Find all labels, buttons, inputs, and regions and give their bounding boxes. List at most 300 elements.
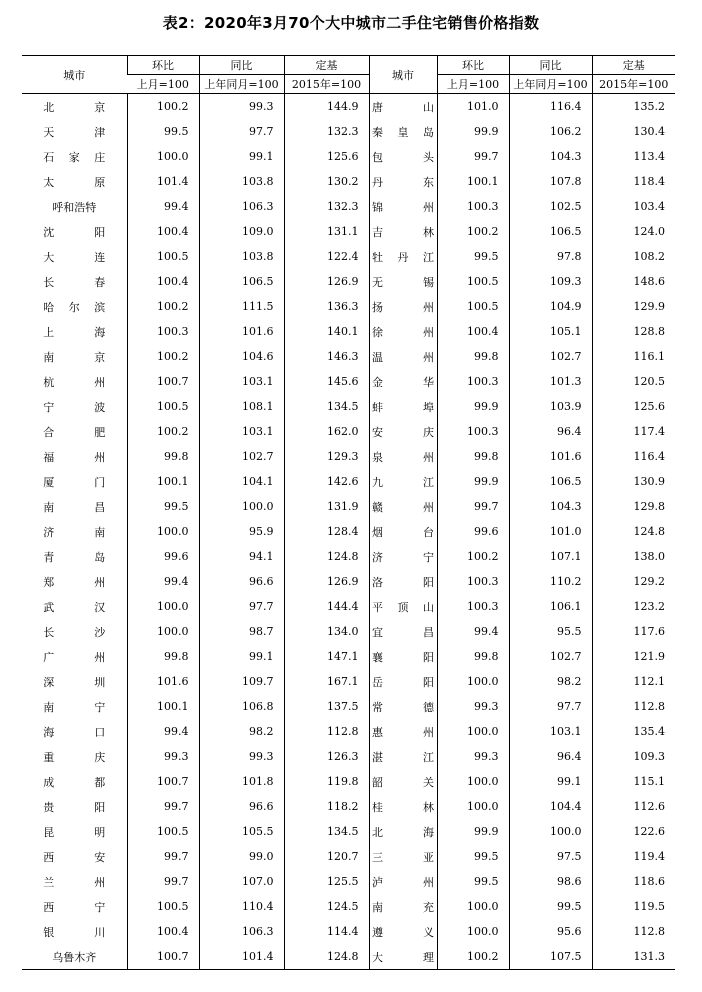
tb-cell-left: 96.6 xyxy=(199,794,284,819)
hb-cell-right: 99.7 xyxy=(437,494,509,519)
hb-cell-left: 100.4 xyxy=(127,219,199,244)
tb-cell-left: 100.0 xyxy=(199,494,284,519)
city-cell-right xyxy=(369,869,437,894)
tb-cell-right: 106.5 xyxy=(509,469,592,494)
dj-cell-left: 126.9 xyxy=(284,569,369,594)
dj-cell-right: 130.4 xyxy=(592,119,675,144)
hb-cell-left: 100.7 xyxy=(127,769,199,794)
table-row xyxy=(22,319,675,344)
hb-cell-left: 100.7 xyxy=(127,369,199,394)
table-row xyxy=(22,594,675,619)
hb-cell-left: 100.1 xyxy=(127,469,199,494)
hb-cell-left: 100.2 xyxy=(127,94,199,120)
hb-cell-right: 100.5 xyxy=(437,294,509,319)
city-name: 沈 阳 xyxy=(43,225,106,239)
hb-cell-left: 99.5 xyxy=(127,494,199,519)
dj-cell-left: 134.5 xyxy=(284,819,369,844)
dj-cell-left: 122.4 xyxy=(284,244,369,269)
tb-cell-right: 95.5 xyxy=(509,619,592,644)
city-cell-left xyxy=(22,669,127,694)
tb-cell-right: 96.4 xyxy=(509,419,592,444)
city-name: 天 津 xyxy=(43,125,106,139)
city-cell-right xyxy=(369,769,437,794)
city-cell-left xyxy=(22,444,127,469)
hb-cell-right: 100.2 xyxy=(437,944,509,970)
table-row xyxy=(22,144,675,169)
hb-cell-right: 100.0 xyxy=(437,669,509,694)
hb-cell-right: 99.5 xyxy=(437,244,509,269)
table-row xyxy=(22,494,675,519)
hb-cell-left: 99.7 xyxy=(127,869,199,894)
hb-cell-right: 99.5 xyxy=(437,869,509,894)
tb-cell-right: 95.6 xyxy=(509,919,592,944)
city-name: 岳 阳 xyxy=(372,675,434,689)
city-name: 烟 台 xyxy=(372,525,434,539)
tb-cell-left: 103.8 xyxy=(199,244,284,269)
dj-cell-left: 137.5 xyxy=(284,694,369,719)
hb-cell-right: 100.3 xyxy=(437,369,509,394)
table-row xyxy=(22,869,675,894)
city-name: 乌鲁木齐 xyxy=(52,950,97,964)
tb-cell-right: 116.4 xyxy=(509,94,592,120)
city-name: 吉 林 xyxy=(372,225,434,239)
dj-cell-left: 114.4 xyxy=(284,919,369,944)
tb-cell-right: 107.1 xyxy=(509,544,592,569)
city-cell-left xyxy=(22,94,127,120)
city-name: 杭 州 xyxy=(43,375,106,389)
dj-cell-right: 116.4 xyxy=(592,444,675,469)
table-row xyxy=(22,294,675,319)
dj-cell-left: 136.3 xyxy=(284,294,369,319)
hb-cell-left: 100.1 xyxy=(127,694,199,719)
city-cell-right xyxy=(369,319,437,344)
tb-cell-right: 100.0 xyxy=(509,819,592,844)
tb-cell-left: 98.7 xyxy=(199,619,284,644)
city-cell-left xyxy=(22,919,127,944)
hb-cell-right: 99.8 xyxy=(437,644,509,669)
table-row xyxy=(22,919,675,944)
city-name: 宁 波 xyxy=(43,400,106,414)
dj-cell-left: 134.5 xyxy=(284,394,369,419)
city-cell-left xyxy=(22,544,127,569)
city-cell-right xyxy=(369,169,437,194)
city-cell-left xyxy=(22,469,127,494)
header-tb-right: 同比 xyxy=(509,56,592,75)
city-cell-right xyxy=(369,394,437,419)
hb-cell-right: 100.1 xyxy=(437,169,509,194)
city-name: 九 江 xyxy=(372,475,434,489)
table-row xyxy=(22,119,675,144)
table-row xyxy=(22,94,675,120)
city-cell-left xyxy=(22,269,127,294)
hb-cell-right: 99.3 xyxy=(437,694,509,719)
table-header xyxy=(22,56,675,94)
city-name: 安 庆 xyxy=(372,425,434,439)
tb-cell-left: 101.6 xyxy=(199,319,284,344)
tb-cell-right: 103.9 xyxy=(509,394,592,419)
city-name: 平顶山 xyxy=(372,600,434,614)
tb-cell-right: 97.7 xyxy=(509,694,592,719)
city-name: 济 宁 xyxy=(372,550,434,564)
city-name: 银 川 xyxy=(43,925,106,939)
tb-cell-left: 111.5 xyxy=(199,294,284,319)
hb-cell-right: 99.5 xyxy=(437,844,509,869)
city-cell-right xyxy=(369,844,437,869)
dj-cell-left: 120.7 xyxy=(284,844,369,869)
header-hb-base-left: 上月=100 xyxy=(127,75,199,94)
city-name: 呼和浩特 xyxy=(52,200,97,214)
city-cell-left xyxy=(22,494,127,519)
city-name: 韶 关 xyxy=(372,775,434,789)
dj-cell-left: 130.2 xyxy=(284,169,369,194)
tb-cell-left: 104.6 xyxy=(199,344,284,369)
city-cell-left xyxy=(22,519,127,544)
city-name: 济 南 xyxy=(43,525,106,539)
tb-cell-left: 97.7 xyxy=(199,594,284,619)
dj-cell-left: 118.2 xyxy=(284,794,369,819)
city-name: 无 锡 xyxy=(372,275,434,289)
dj-cell-right: 115.1 xyxy=(592,769,675,794)
dj-cell-left: 146.3 xyxy=(284,344,369,369)
city-cell-right xyxy=(369,744,437,769)
header-city-left: 城市 xyxy=(22,56,127,94)
hb-cell-right: 99.9 xyxy=(437,469,509,494)
dj-cell-right: 135.4 xyxy=(592,719,675,744)
hb-cell-left: 100.0 xyxy=(127,519,199,544)
table-row xyxy=(22,469,675,494)
hb-cell-left: 100.4 xyxy=(127,919,199,944)
dj-cell-right: 120.5 xyxy=(592,369,675,394)
tb-cell-right: 98.2 xyxy=(509,669,592,694)
tb-cell-left: 108.1 xyxy=(199,394,284,419)
tb-cell-left: 104.1 xyxy=(199,469,284,494)
city-name: 湛 江 xyxy=(372,750,434,764)
hb-cell-right: 100.0 xyxy=(437,919,509,944)
tb-cell-right: 96.4 xyxy=(509,744,592,769)
tb-cell-right: 99.1 xyxy=(509,769,592,794)
hb-cell-right: 99.6 xyxy=(437,519,509,544)
hb-cell-left: 100.5 xyxy=(127,394,199,419)
city-name: 扬 州 xyxy=(372,300,434,314)
city-cell-left xyxy=(22,569,127,594)
dj-cell-right: 108.2 xyxy=(592,244,675,269)
city-cell-left xyxy=(22,644,127,669)
city-name: 大 连 xyxy=(43,250,106,264)
dj-cell-right: 130.9 xyxy=(592,469,675,494)
city-name: 上 海 xyxy=(43,325,106,339)
tb-cell-left: 109.7 xyxy=(199,669,284,694)
city-cell-right xyxy=(369,519,437,544)
hb-cell-right: 99.4 xyxy=(437,619,509,644)
tb-cell-right: 101.0 xyxy=(509,519,592,544)
table-row xyxy=(22,694,675,719)
tb-cell-right: 97.5 xyxy=(509,844,592,869)
tb-cell-right: 98.6 xyxy=(509,869,592,894)
table-row xyxy=(22,444,675,469)
hb-cell-left: 99.3 xyxy=(127,744,199,769)
city-name: 南 宁 xyxy=(43,700,106,714)
city-cell-right xyxy=(369,219,437,244)
dj-cell-left: 124.5 xyxy=(284,894,369,919)
tb-cell-left: 99.1 xyxy=(199,144,284,169)
hb-cell-left: 100.5 xyxy=(127,819,199,844)
dj-cell-right: 124.8 xyxy=(592,519,675,544)
tb-cell-left: 103.1 xyxy=(199,369,284,394)
city-cell-right xyxy=(369,494,437,519)
dj-cell-left: 124.8 xyxy=(284,544,369,569)
tb-cell-right: 106.5 xyxy=(509,219,592,244)
tb-cell-left: 109.0 xyxy=(199,219,284,244)
hb-cell-right: 100.2 xyxy=(437,544,509,569)
city-cell-right xyxy=(369,294,437,319)
city-name: 北 海 xyxy=(372,825,434,839)
city-cell-right xyxy=(369,369,437,394)
dj-cell-right: 129.2 xyxy=(592,569,675,594)
hb-cell-right: 100.4 xyxy=(437,319,509,344)
dj-cell-right: 125.6 xyxy=(592,394,675,419)
city-name: 宜 昌 xyxy=(372,625,434,639)
city-cell-left xyxy=(22,144,127,169)
table-row xyxy=(22,669,675,694)
city-cell-left xyxy=(22,844,127,869)
header-hb-right: 环比 xyxy=(437,56,509,75)
hb-cell-right: 100.0 xyxy=(437,719,509,744)
tb-cell-right: 104.3 xyxy=(509,144,592,169)
city-name: 金 华 xyxy=(372,375,434,389)
tb-cell-left: 99.1 xyxy=(199,644,284,669)
table-row xyxy=(22,744,675,769)
dj-cell-right: 117.4 xyxy=(592,419,675,444)
hb-cell-right: 99.7 xyxy=(437,144,509,169)
table-row xyxy=(22,219,675,244)
tb-cell-left: 106.3 xyxy=(199,919,284,944)
city-name: 丹 东 xyxy=(372,175,434,189)
table-row xyxy=(22,419,675,444)
city-name: 蚌 埠 xyxy=(372,400,434,414)
city-name: 三 亚 xyxy=(372,850,434,864)
hb-cell-right: 99.9 xyxy=(437,119,509,144)
table-title: 表2：2020年3月70个大中城市二手住宅销售价格指数 xyxy=(162,14,540,32)
table-row xyxy=(22,169,675,194)
city-name: 郑 州 xyxy=(43,575,106,589)
city-cell-right xyxy=(369,944,437,970)
city-name: 广 州 xyxy=(43,650,106,664)
header-dj-base-left: 2015年=100 xyxy=(284,75,369,94)
city-cell-right xyxy=(369,544,437,569)
city-cell-left xyxy=(22,344,127,369)
city-name: 温 州 xyxy=(372,350,434,364)
dj-cell-right: 128.8 xyxy=(592,319,675,344)
dj-cell-right: 118.4 xyxy=(592,169,675,194)
hb-cell-left: 99.6 xyxy=(127,544,199,569)
tb-cell-left: 107.0 xyxy=(199,869,284,894)
tb-cell-right: 105.1 xyxy=(509,319,592,344)
city-name: 南 京 xyxy=(43,350,106,364)
dj-cell-left: 144.9 xyxy=(284,94,369,120)
dj-cell-right: 112.1 xyxy=(592,669,675,694)
hb-cell-right: 100.0 xyxy=(437,794,509,819)
city-name: 昆 明 xyxy=(43,825,106,839)
city-cell-right xyxy=(369,919,437,944)
tb-cell-left: 94.1 xyxy=(199,544,284,569)
city-name: 长 春 xyxy=(43,275,106,289)
dj-cell-left: 142.6 xyxy=(284,469,369,494)
city-name: 锦 州 xyxy=(372,200,434,214)
city-name: 唐 山 xyxy=(372,100,434,114)
dj-cell-right: 118.6 xyxy=(592,869,675,894)
city-name: 深 圳 xyxy=(43,675,106,689)
tb-cell-left: 102.7 xyxy=(199,444,284,469)
dj-cell-right: 117.6 xyxy=(592,619,675,644)
city-cell-left xyxy=(22,219,127,244)
hb-cell-left: 101.4 xyxy=(127,169,199,194)
table-row xyxy=(22,519,675,544)
tb-cell-left: 106.8 xyxy=(199,694,284,719)
header-tb-base-left: 上年同月=100 xyxy=(199,75,284,94)
hb-cell-right: 100.2 xyxy=(437,219,509,244)
city-cell-left xyxy=(22,744,127,769)
city-cell-left xyxy=(22,819,127,844)
city-cell-right xyxy=(369,569,437,594)
city-name: 遵 义 xyxy=(372,925,434,939)
hb-cell-left: 99.7 xyxy=(127,794,199,819)
table-row xyxy=(22,569,675,594)
city-name: 牡丹江 xyxy=(372,250,434,264)
city-name: 泸 州 xyxy=(372,875,434,889)
table-row xyxy=(22,719,675,744)
dj-cell-right: 129.9 xyxy=(592,294,675,319)
hb-cell-right: 100.3 xyxy=(437,419,509,444)
dj-cell-left: 125.6 xyxy=(284,144,369,169)
hb-cell-right: 100.3 xyxy=(437,594,509,619)
city-cell-left xyxy=(22,419,127,444)
table-row xyxy=(22,844,675,869)
hb-cell-left: 99.7 xyxy=(127,844,199,869)
city-name: 石家庄 xyxy=(43,150,106,164)
dj-cell-left: 162.0 xyxy=(284,419,369,444)
city-cell-left xyxy=(22,619,127,644)
city-name: 贵 阳 xyxy=(43,800,106,814)
city-cell-left xyxy=(22,794,127,819)
city-name: 徐 州 xyxy=(372,325,434,339)
city-name: 哈尔滨 xyxy=(43,300,106,314)
city-name: 青 岛 xyxy=(43,550,106,564)
dj-cell-left: 112.8 xyxy=(284,719,369,744)
hb-cell-left: 100.3 xyxy=(127,319,199,344)
hb-cell-left: 101.6 xyxy=(127,669,199,694)
dj-cell-right: 112.8 xyxy=(592,919,675,944)
hb-cell-right: 100.3 xyxy=(437,194,509,219)
dj-cell-right: 113.4 xyxy=(592,144,675,169)
header-hb-left: 环比 xyxy=(127,56,199,75)
header-tb-left: 同比 xyxy=(199,56,284,75)
city-cell-right xyxy=(369,419,437,444)
city-name: 西 宁 xyxy=(43,900,106,914)
tb-cell-right: 102.7 xyxy=(509,344,592,369)
dj-cell-right: 129.8 xyxy=(592,494,675,519)
hb-cell-right: 100.0 xyxy=(437,769,509,794)
dj-cell-left: 131.9 xyxy=(284,494,369,519)
hb-cell-left: 99.8 xyxy=(127,644,199,669)
tb-cell-right: 104.9 xyxy=(509,294,592,319)
tb-cell-left: 106.3 xyxy=(199,194,284,219)
hb-cell-left: 100.0 xyxy=(127,144,199,169)
table-row xyxy=(22,544,675,569)
table-row xyxy=(22,244,675,269)
hb-cell-left: 100.4 xyxy=(127,269,199,294)
header-tb-base-right: 上年同月=100 xyxy=(509,75,592,94)
city-name: 重 庆 xyxy=(43,750,106,764)
tb-cell-left: 98.2 xyxy=(199,719,284,744)
table-body xyxy=(22,94,675,970)
city-cell-right xyxy=(369,794,437,819)
tb-cell-right: 101.3 xyxy=(509,369,592,394)
city-name: 合 肥 xyxy=(43,425,106,439)
city-cell-left xyxy=(22,869,127,894)
city-name: 洛 阳 xyxy=(372,575,434,589)
tb-cell-left: 101.8 xyxy=(199,769,284,794)
hb-cell-left: 99.4 xyxy=(127,569,199,594)
city-name: 厦 门 xyxy=(43,475,106,489)
tb-cell-right: 109.3 xyxy=(509,269,592,294)
hb-cell-left: 100.2 xyxy=(127,344,199,369)
dj-cell-right: 131.3 xyxy=(592,944,675,970)
tb-cell-left: 103.8 xyxy=(199,169,284,194)
dj-cell-right: 123.2 xyxy=(592,594,675,619)
hb-cell-left: 100.2 xyxy=(127,294,199,319)
city-cell-left xyxy=(22,119,127,144)
city-name: 包 头 xyxy=(372,150,434,164)
dj-cell-right: 103.4 xyxy=(592,194,675,219)
dj-cell-right: 135.2 xyxy=(592,94,675,120)
dj-cell-left: 125.5 xyxy=(284,869,369,894)
header-city-right: 城市 xyxy=(369,56,437,94)
dj-cell-left: 132.3 xyxy=(284,194,369,219)
city-cell-right xyxy=(369,269,437,294)
table-row xyxy=(22,619,675,644)
city-cell-right xyxy=(369,644,437,669)
tb-cell-right: 104.3 xyxy=(509,494,592,519)
city-cell-right xyxy=(369,894,437,919)
city-name: 大 理 xyxy=(372,950,434,964)
city-cell-right xyxy=(369,669,437,694)
city-cell-left xyxy=(22,244,127,269)
dj-cell-right: 112.6 xyxy=(592,794,675,819)
tb-cell-left: 95.9 xyxy=(199,519,284,544)
tb-cell-left: 99.3 xyxy=(199,94,284,120)
city-cell-left xyxy=(22,694,127,719)
dj-cell-left: 147.1 xyxy=(284,644,369,669)
city-name: 惠 州 xyxy=(372,725,434,739)
table-row xyxy=(22,269,675,294)
city-cell-right xyxy=(369,119,437,144)
city-cell-right xyxy=(369,444,437,469)
hb-cell-right: 100.3 xyxy=(437,569,509,594)
city-name: 武 汉 xyxy=(43,600,106,614)
tb-cell-left: 96.6 xyxy=(199,569,284,594)
tb-cell-right: 102.7 xyxy=(509,644,592,669)
dj-cell-left: 126.3 xyxy=(284,744,369,769)
header-hb-base-right: 上月=100 xyxy=(437,75,509,94)
tb-cell-left: 99.0 xyxy=(199,844,284,869)
hb-cell-right: 99.8 xyxy=(437,444,509,469)
table-row xyxy=(22,894,675,919)
city-name: 襄 阳 xyxy=(372,650,434,664)
dj-cell-left: 131.1 xyxy=(284,219,369,244)
table-row xyxy=(22,344,675,369)
dj-cell-right: 121.9 xyxy=(592,644,675,669)
hb-cell-right: 100.0 xyxy=(437,894,509,919)
